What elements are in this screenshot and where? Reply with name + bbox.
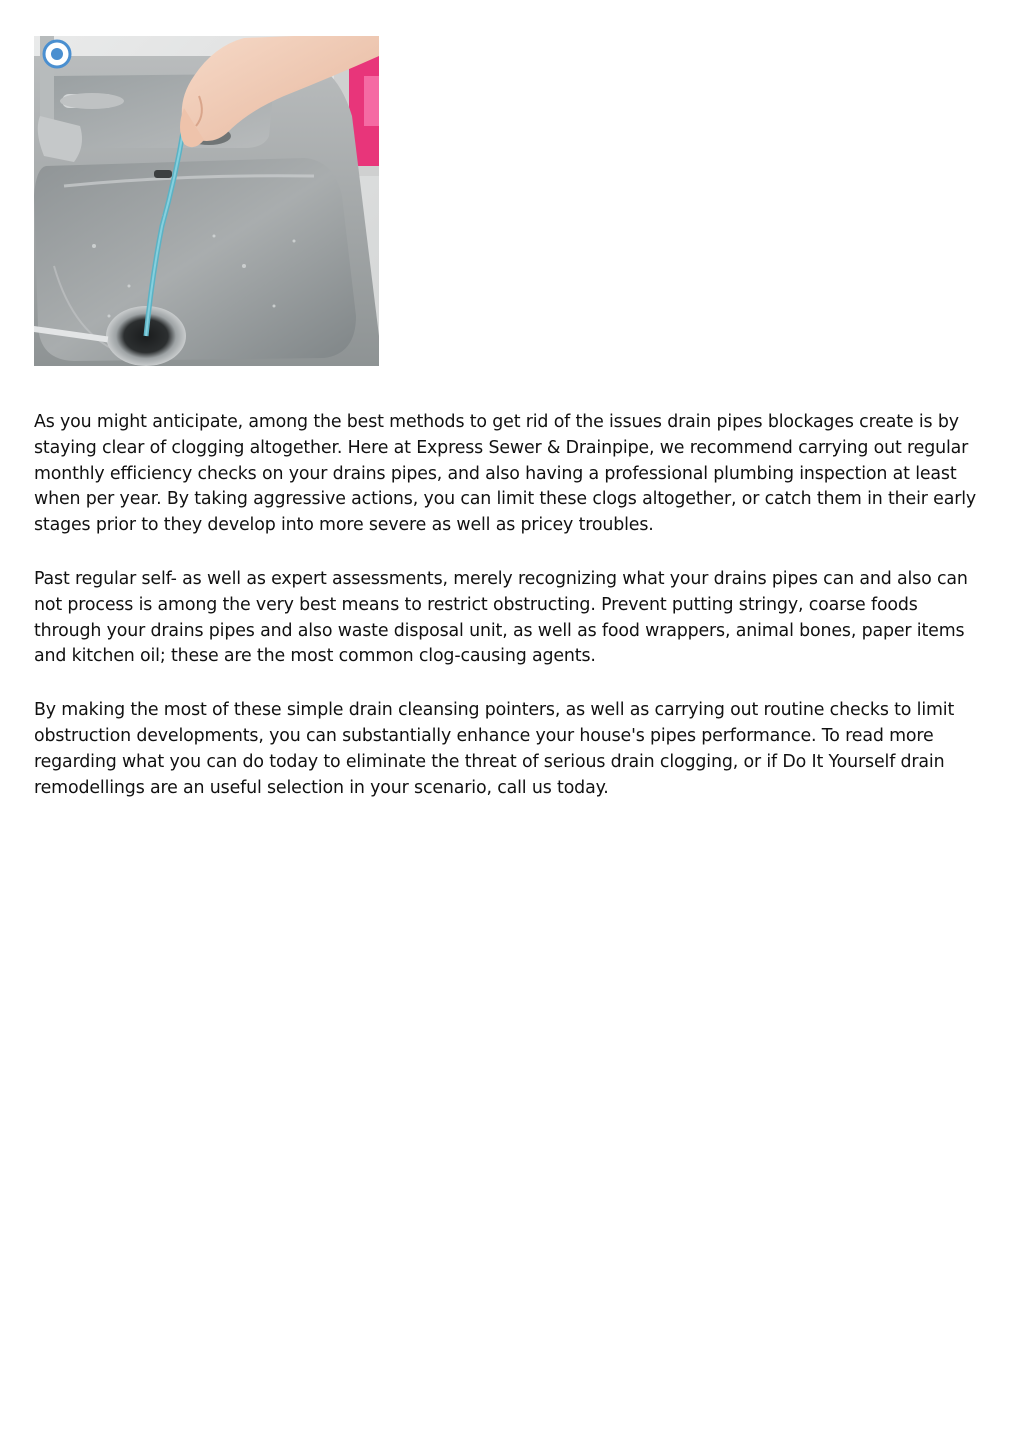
article-body: [34, 410, 984, 829]
sink-drain-photo: [34, 36, 379, 366]
paragraph-assessments: Past regular self- as well as expert assessments, merely recognizing what your drains pipes can and also can not process is among the very best means to restrict obstructing. Prevent putting stringy, coarse foods through your drains pipes and also waste disposal unit, as well as food wrappers, animal bones, paper items and kitchen oil; these are the most common clog-causing agents.: [34, 568, 968, 667]
paragraph-prevention: As you might anticipate, among the best methods to get rid of the issues drain pipes blockages create is by staying clear of clogging altogether. Here at Express Sewer & Drainpipe, we recommend carrying out regular monthly efficiency checks on your drains pipes, and also having a professional plumbing inspection at least when per year. By taking aggressive actions, you can limit these clogs altogether, or catch them in their early stages prior to they develop into more severe as well as pricey troubles.: [34, 412, 977, 536]
paragraph-call-to-action: By making the most of these simple drain cleansing pointers, as well as carrying out routine checks to limit obstruction developments, you can substantially enhance your house's pipes performance. To read more regarding what you can do today to eliminate the threat of serious drain clogging, or if Do It Yourself drain remodellings are an useful selection in your scenario, call us today.: [34, 700, 955, 798]
